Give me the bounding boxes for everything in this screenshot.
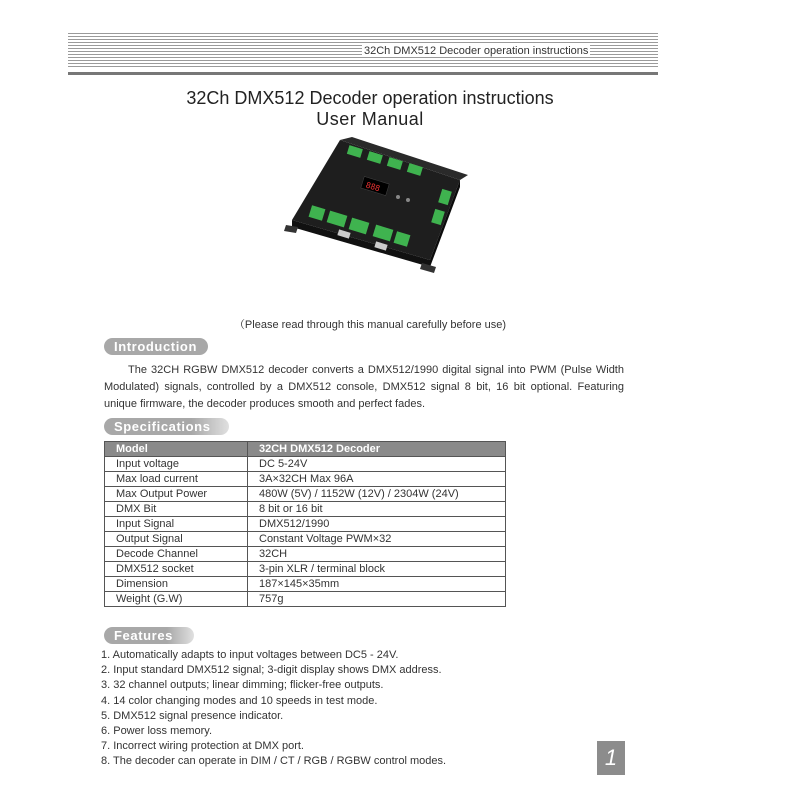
table-row: [105, 592, 506, 607]
spec-key: Max load current: [105, 472, 248, 487]
introduction-heading: Introduction: [104, 338, 208, 355]
spec-key: DMX512 socket: [105, 562, 248, 577]
spec-key: Dimension: [105, 577, 248, 592]
spec-value: 3A×32CH Max 96A: [248, 472, 506, 487]
table-row: [105, 517, 506, 532]
spec-value: 32CH: [248, 547, 506, 562]
decoder-product-image: [280, 135, 470, 275]
table-row: [105, 472, 506, 487]
specifications-heading: Specifications: [104, 418, 229, 435]
table-row: [105, 562, 506, 577]
list-item: 4. 14 color changing modes and 10 speeds in test mode.: [101, 694, 378, 707]
specifications-table: [104, 441, 506, 607]
list-item: 2. Input standard DMX512 signal; 3-digit display shows DMX address.: [101, 664, 442, 677]
spec-key: Output Signal: [105, 532, 248, 547]
spec-value: DC 5-24V: [248, 457, 506, 472]
header-rule: [68, 72, 658, 75]
features-list: [101, 648, 446, 770]
spec-key: Max Output Power: [105, 487, 248, 502]
table-row: [105, 487, 506, 502]
spec-value: 3-pin XLR / terminal block: [248, 562, 506, 577]
table-header-row: [105, 442, 506, 457]
table-row: [105, 502, 506, 517]
list-item: 6. Power loss memory.: [101, 725, 213, 738]
list-item: 7. Incorrect wiring protection at DMX port.: [101, 740, 304, 753]
document-subtitle: User Manual: [316, 109, 424, 129]
spec-value: 8 bit or 16 bit: [248, 502, 506, 517]
table-row: [105, 532, 506, 547]
running-header: 32Ch DMX512 Decoder operation instructions: [364, 45, 589, 57]
spec-value: DMX512/1990: [248, 517, 506, 532]
table-row: [105, 577, 506, 592]
spec-value: 757g: [248, 592, 506, 607]
table-row: [105, 457, 506, 472]
spec-key: Input Signal: [105, 517, 248, 532]
table-header-cell: 32CH DMX512 Decoder: [248, 442, 506, 457]
spec-value: Constant Voltage PWM×32: [248, 532, 506, 547]
introduction-text: The 32CH RGBW DMX512 decoder converts a DMX512/1990 digital signal into PWM (Pulse Width Modulated) signals, controlled by a DMX512 console, DMX512 signal 8 bit, 16 bit optional. Featuring unique firmware, the decoder produces smooth and perfect fades.: [104, 364, 624, 410]
page-number: 1: [597, 741, 625, 775]
document-title: 32Ch DMX512 Decoder operation instructions: [186, 88, 554, 108]
svg-text:888: 888: [364, 180, 382, 194]
spec-key: Input voltage: [105, 457, 248, 472]
spec-value: 480W (5V) / 1152W (12V) / 2304W (24V): [248, 487, 506, 502]
table-header-cell: Model: [105, 442, 248, 457]
list-item: 1. Automatically adapts to input voltages between DC5 - 24V.: [101, 649, 399, 661]
read-manual-note: （Please read through this manual carefully before use): [233, 319, 507, 331]
features-heading: Features: [104, 627, 194, 644]
list-item: 3. 32 channel outputs; linear dimming; flicker-free outputs.: [101, 679, 384, 692]
list-item: 8. The decoder can operate in DIM / CT / RGB / RGBW control modes.: [101, 755, 447, 768]
list-item: 5. DMX512 signal presence indicator.: [101, 709, 284, 722]
spec-key: DMX Bit: [105, 502, 248, 517]
spec-key: Weight (G.W): [105, 592, 248, 607]
table-row: [105, 547, 506, 562]
spec-key: Decode Channel: [105, 547, 248, 562]
spec-value: 187×145×35mm: [248, 577, 506, 592]
